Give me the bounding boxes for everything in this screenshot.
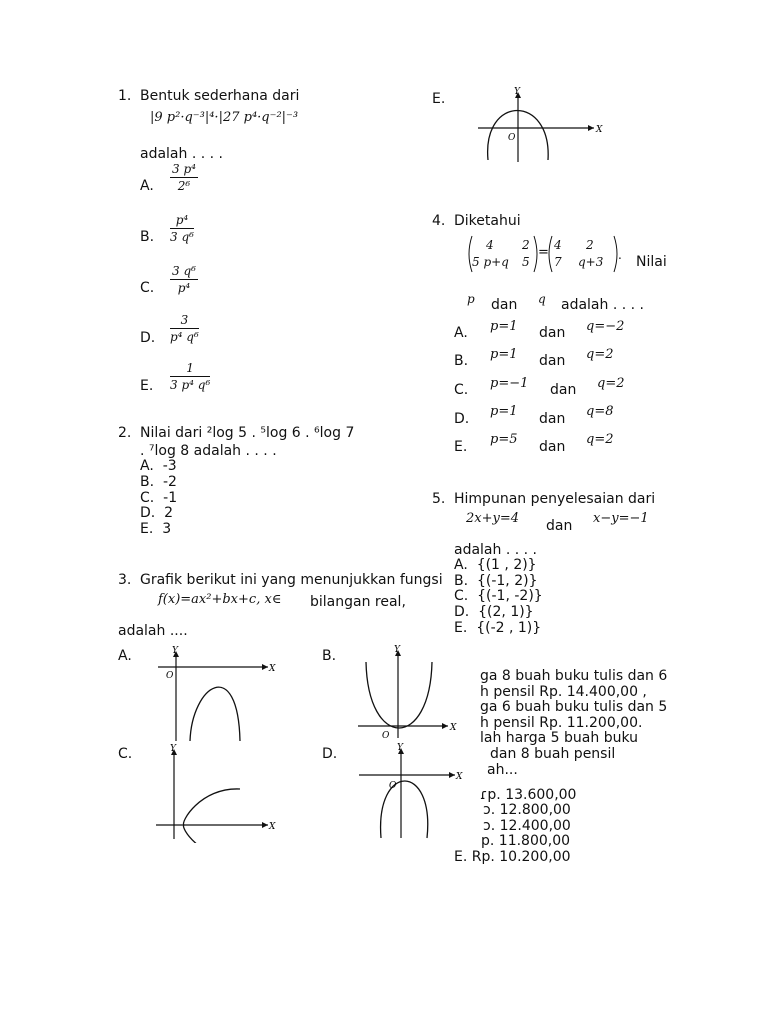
q3-graph-b-y-label: Y — [394, 645, 400, 655]
q4-dot: . — [618, 248, 622, 262]
q2-option-c-text: -1 — [163, 490, 178, 506]
q5-option-c — [454, 588, 543, 604]
q5-option-a-text: {(1 , 2)} — [476, 557, 537, 573]
q4-matrix-equation — [466, 234, 626, 274]
q1-option-c-den: p⁴ — [177, 281, 191, 295]
q3-graph-b-x-label: X — [450, 723, 457, 733]
q2-option-d-label: D. — [140, 505, 156, 521]
q4-ml-12: 2 — [522, 238, 530, 252]
q1-option-a-fraction — [170, 162, 198, 193]
q3-graph-a-y-label: Y — [172, 646, 178, 656]
q2-number: 2. — [118, 425, 132, 441]
q2-line1: Nilai dari ²log 5 . ⁵log 6 . ⁶log 7 — [140, 425, 355, 441]
q3-number: 3. — [118, 572, 132, 588]
q2-option-c-label: C. — [140, 490, 155, 506]
q2-option-b — [140, 474, 177, 490]
q4-ml-11: 4 — [486, 238, 494, 252]
q5-option-c-label: C. — [454, 588, 469, 604]
q1-option-c-num: 3 q⁶ — [172, 264, 196, 278]
q6-option-e-label: E. — [454, 849, 468, 865]
q3-graph-d — [355, 742, 465, 842]
q4-text: Diketahui — [454, 213, 521, 229]
q6-line-7: ah... — [487, 762, 518, 778]
q5-suffix: adalah . . . . — [454, 542, 537, 558]
q3-suffix: adalah .... — [118, 623, 188, 639]
q1-number: 1. — [118, 88, 132, 104]
q3-graph-d-origin: O — [389, 781, 397, 791]
q4-mr-12: 2 — [586, 238, 594, 252]
q5-option-b-text: {(-1, 2)} — [476, 573, 538, 589]
q4-number: 4. — [432, 213, 446, 229]
q3-graph-a — [150, 645, 280, 745]
q4-option-e-q: q=2 — [586, 432, 614, 447]
q4-mr-11: 4 — [554, 238, 562, 252]
q1-option-e-fraction — [170, 361, 210, 392]
q1-expression: |9 p²·q⁻³|⁴·|27 p⁴·q⁻²|⁻³ — [150, 110, 299, 125]
q3-option-e-label: E. — [432, 91, 446, 107]
q4-mr-21: 7 — [554, 255, 562, 269]
q1-option-d-den: p⁴ q⁶ — [170, 330, 199, 344]
q4-option-d-q: q=8 — [586, 404, 614, 419]
q4-option-b-q: q=2 — [586, 347, 614, 362]
q5-option-d — [454, 604, 534, 620]
q6-option-b: ɔ. 12.800,00 — [483, 802, 571, 818]
q4-option-a-p: p=1 — [490, 319, 518, 334]
q3-graph-d-y-label: Y — [397, 743, 403, 753]
q1-option-a-num: 3 p⁴ — [172, 162, 196, 176]
q4-var-p: p — [467, 292, 475, 306]
q6-line-5: lah harga 5 buah buku — [480, 730, 638, 746]
q6-option-d: p. 11.800,00 — [481, 833, 571, 849]
q3-option-b-label: B. — [322, 648, 337, 664]
q4-option-c-dan: dan — [550, 382, 577, 398]
q2-option-a — [140, 458, 177, 474]
q4-option-c-q: q=2 — [597, 376, 625, 391]
q3-graph-e-x-label: X — [596, 125, 603, 135]
q2-option-c — [140, 490, 177, 506]
q6-option-e — [454, 849, 571, 865]
q2-option-e — [140, 521, 171, 537]
q1-option-b-den: 3 q⁶ — [170, 230, 194, 244]
q4-ml-22: 5 — [522, 255, 530, 269]
q1-option-d-label: D. — [140, 330, 156, 346]
q5-option-e — [454, 620, 541, 636]
q5-option-a-label: A. — [454, 557, 468, 573]
q5-text: Himpunan penyelesaian dari — [454, 491, 656, 507]
q4-option-c-p: p=−1 — [490, 376, 529, 391]
q1-option-b-num: p⁴ — [170, 213, 194, 229]
q4-option-d-label: D. — [454, 411, 470, 427]
q6-line-2: h pensil Rp. 14.400,00 , — [480, 684, 647, 700]
q1-option-c-label: C. — [140, 280, 155, 296]
q5-option-d-label: D. — [454, 604, 470, 620]
q4-option-a-label: A. — [454, 325, 468, 341]
q2-option-e-text: 3 — [162, 521, 172, 537]
q5-option-c-text: {(-1, -2)} — [477, 588, 543, 604]
q6-line-6: dan 8 buah pensil — [490, 746, 616, 762]
q6-line-4: h pensil Rp. 11.200,00. — [480, 715, 643, 731]
q3-graph-c — [150, 743, 280, 843]
q4-option-c-label: C. — [454, 382, 469, 398]
q4-option-b-dan: dan — [539, 353, 566, 369]
q4-option-a-q: q=−2 — [586, 319, 625, 334]
q1-option-d-fraction — [170, 313, 199, 344]
q3-option-c-label: C. — [118, 746, 133, 762]
q3-graph-e — [476, 86, 606, 166]
q3-graph-a-origin: O — [166, 671, 174, 681]
q5-option-e-text: {(-2 , 1)} — [476, 620, 542, 636]
q4-option-e-dan: dan — [539, 439, 566, 455]
q3-text: Grafik berikut ini yang menunjukkan fungsi — [140, 572, 443, 588]
q4-option-a-dan: dan — [539, 325, 566, 341]
q3-graph-b — [352, 642, 462, 742]
q4-var-q: q — [538, 292, 546, 306]
q4-suffix: adalah . . . . — [561, 297, 644, 313]
q2-option-b-label: B. — [140, 474, 155, 490]
q2-option-e-label: E. — [140, 521, 154, 537]
q3-option-d-label: D. — [322, 746, 338, 762]
q3-function: f(x)=ax²+bx+c, x∈ — [158, 592, 282, 607]
q4-option-d-dan: dan — [539, 411, 566, 427]
q3-graph-a-x-label: X — [269, 664, 276, 674]
q5-option-a — [454, 557, 537, 573]
q3-graph-e-y-label: Y — [514, 87, 520, 97]
q5-eq2: x−y=−1 — [593, 511, 649, 526]
q4-option-b-label: B. — [454, 353, 469, 369]
q5-eq1: 2x+y=4 — [466, 511, 520, 526]
q2-line2: . ⁷log 8 adalah . . . . — [140, 443, 277, 459]
q3-graph-d-x-label: X — [456, 772, 463, 782]
q4-option-d-p: p=1 — [490, 404, 518, 419]
q5-number: 5. — [432, 491, 446, 507]
q5-dan: dan — [546, 518, 573, 534]
q3-option-a-label: A. — [118, 648, 132, 664]
q6-option-c: ɔ. 12.400,00 — [483, 818, 571, 834]
q6-line-3: ga 6 buah buku tulis dan 5 — [480, 699, 668, 715]
q6-option-a: ɾp. 13.600,00 — [480, 787, 577, 803]
q4-option-b-p: p=1 — [490, 347, 518, 362]
q4-ml-21: 5 p+q — [472, 255, 509, 269]
q4-equals: = — [538, 245, 549, 260]
q4-option-e-p: p=5 — [490, 432, 518, 447]
q1-option-a-label: A. — [140, 178, 154, 194]
q2-option-d — [140, 505, 173, 521]
q1-option-a-den: 2⁶ — [177, 179, 191, 193]
q3-graph-b-origin: O — [382, 731, 390, 741]
q4-dan: dan — [491, 297, 518, 313]
q2-option-a-label: A. — [140, 458, 154, 474]
q6-line-1: ga 8 buah buku tulis dan 6 — [480, 668, 668, 684]
q3-graph-e-origin: O — [508, 133, 516, 143]
q3-graph-c-y-label: Y — [170, 744, 176, 754]
q1-option-e-label: E. — [140, 378, 154, 394]
q1-suffix: adalah . . . . — [140, 146, 223, 162]
q1-option-e-den: 3 p⁴ q⁶ — [170, 378, 211, 392]
q6-option-e-text: Rp. 10.200,00 — [471, 849, 571, 865]
q4-nilai: Nilai — [636, 254, 667, 270]
q4-mr-22: q+3 — [578, 255, 604, 269]
q1-option-c-fraction — [170, 264, 198, 295]
q1-option-e-num: 1 — [170, 361, 210, 377]
q3-function-suffix: bilangan real, — [310, 594, 406, 610]
q2-option-b-text: -2 — [162, 474, 177, 490]
q5-option-b — [454, 573, 537, 589]
q4-option-e-label: E. — [454, 439, 468, 455]
q1-option-b-label: B. — [140, 229, 155, 245]
q1-option-b-fraction — [170, 213, 194, 244]
q2-option-a-text: -3 — [162, 458, 177, 474]
q5-option-e-label: E. — [454, 620, 468, 636]
q5-option-b-label: B. — [454, 573, 469, 589]
q2-option-d-text: 2 — [164, 505, 174, 521]
q5-option-d-text: {(2, 1)} — [478, 604, 534, 620]
q1-text: Bentuk sederhana dari — [140, 88, 300, 104]
q3-graph-c-x-label: X — [269, 822, 276, 832]
q1-option-d-num: 3 — [170, 313, 199, 329]
